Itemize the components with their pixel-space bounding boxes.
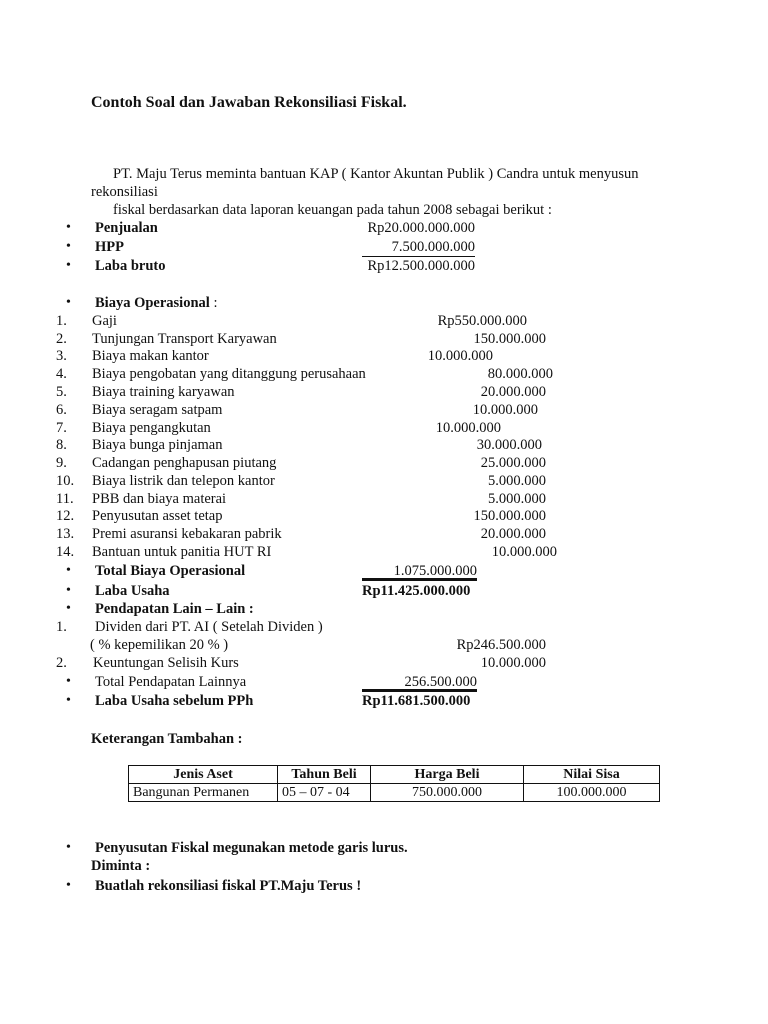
item-label: Biaya bunga pinjaman — [92, 437, 223, 453]
item-value: 5.000.000 — [488, 473, 546, 489]
item-label: Biaya listrik dan telepon kantor — [92, 473, 275, 489]
bullet-icon: • — [66, 840, 71, 855]
table-cell: 750.000.000 — [371, 784, 524, 802]
column-header: Tahun Beli — [278, 766, 371, 784]
bullet-icon: • — [66, 693, 71, 708]
item-number: 14. — [56, 544, 75, 560]
bullet-icon: • — [66, 563, 71, 578]
item-number: 2. — [56, 331, 67, 347]
selisih-kurs-label: Keuntungan Selisih Kurs — [93, 655, 239, 671]
item-value: 10.000.000 — [472, 402, 538, 418]
item-value: Rp550.000.000 — [437, 313, 527, 329]
item-label: Biaya seragam satpam — [92, 402, 223, 418]
item-value: 150.000.000 — [473, 508, 546, 524]
bullet-icon: • — [66, 239, 71, 254]
item-label: Biaya pengangkutan — [92, 420, 211, 436]
hpp-value: 7.500.000.000 — [362, 238, 475, 257]
bullet-icon: • — [66, 583, 71, 598]
intro-line-1: PT. Maju Terus meminta bantuan KAP ( Kantor Akuntan Publik ) Candra untuk menyusun — [113, 166, 639, 182]
bullet-icon: • — [66, 295, 71, 310]
table-row — [129, 784, 660, 802]
pendapatan-lain-heading: Pendapatan Lain – Lain : — [95, 601, 254, 617]
item-number: 9. — [56, 455, 67, 471]
item-value: 150.000.000 — [473, 331, 546, 347]
dividen-label: Dividen dari PT. AI ( Setelah Dividen ) — [95, 619, 323, 635]
item-number: 1. — [56, 313, 67, 329]
bullet-icon: • — [66, 878, 71, 893]
item-label: PBB dan biaya materai — [92, 491, 227, 507]
column-header: Jenis Aset — [129, 766, 278, 784]
selisih-kurs-value: 10.000.000 — [480, 655, 546, 671]
item-value: 30.000.000 — [476, 437, 542, 453]
bullet-icon: • — [66, 258, 71, 273]
item-value: 20.000.000 — [480, 526, 546, 542]
colon: : — [209, 295, 218, 311]
intro-line-3: fiskal berdasarkan data laporan keuangan pada tahun 2008 sebagai berikut : — [113, 202, 552, 218]
item-label: Gaji — [92, 313, 117, 329]
diminta-label: Diminta : — [91, 858, 151, 874]
total-pendapatan-value: 256.500.000 — [362, 673, 477, 692]
total-biaya-value: 1.075.000.000 — [362, 562, 477, 581]
penjualan-label: Penjualan — [95, 220, 158, 236]
bullet-icon: • — [66, 220, 71, 235]
item-value: 10.000.000 — [491, 544, 557, 560]
item-label: Biaya pengobatan yang ditanggung perusahaan — [92, 366, 366, 382]
item-value: 10.000.000 — [435, 420, 501, 436]
biaya-operasional-heading — [95, 294, 217, 312]
item-value: 25.000.000 — [480, 455, 546, 471]
item-number: 2. — [56, 655, 67, 671]
bullet-icon: • — [66, 601, 71, 616]
item-label: Biaya training karyawan — [92, 384, 235, 400]
item-value: 10.000.000 — [427, 348, 493, 364]
item-number: 4. — [56, 366, 67, 382]
item-number: 8. — [56, 437, 67, 453]
table-cell: Bangunan Permanen — [129, 784, 278, 802]
item-number: 7. — [56, 420, 67, 436]
item-label: Cadangan penghapusan piutang — [92, 455, 277, 471]
item-number: 10. — [56, 473, 75, 489]
item-label: Bantuan untuk panitia HUT RI — [92, 544, 272, 560]
keterangan-heading: Keterangan Tambahan : — [91, 731, 243, 747]
item-label: Biaya makan kantor — [92, 348, 209, 364]
asset-table — [128, 765, 660, 802]
biaya-operasional-label: Biaya Operasional — [95, 295, 210, 311]
dividen-value: Rp246.500.000 — [456, 637, 546, 653]
item-number: 3. — [56, 348, 67, 364]
laba-bruto-label: Laba bruto — [95, 258, 166, 274]
column-header: Harga Beli — [371, 766, 524, 784]
item-number: 12. — [56, 508, 75, 524]
laba-sebelum-pph-value: Rp11.681.500.000 — [362, 693, 471, 709]
total-biaya-label: Total Biaya Operasional — [95, 563, 246, 579]
item-value: 5.000.000 — [488, 491, 546, 507]
hpp-label: HPP — [95, 239, 124, 255]
laba-bruto-value: Rp12.500.000.000 — [367, 258, 475, 274]
item-number: 5. — [56, 384, 67, 400]
item-value: 20.000.000 — [480, 384, 546, 400]
dividen-sub: ( % kepemilikan 20 % ) — [90, 637, 229, 653]
item-number: 6. — [56, 402, 67, 418]
penjualan-value: Rp20.000.000.000 — [367, 220, 475, 236]
column-header: Nilai Sisa — [524, 766, 660, 784]
item-number: 1. — [56, 619, 67, 635]
intro-line-2: rekonsiliasi — [91, 184, 158, 200]
item-label: Penyusutan asset tetap — [92, 508, 223, 524]
table-cell: 100.000.000 — [524, 784, 660, 802]
laba-usaha-label: Laba Usaha — [95, 583, 170, 599]
bullet-icon: • — [66, 674, 71, 689]
table-header-row — [129, 766, 660, 784]
laba-sebelum-pph-label: Laba Usaha sebelum PPh — [95, 693, 254, 709]
item-number: 11. — [56, 491, 74, 507]
item-number: 13. — [56, 526, 75, 542]
item-label: Premi asuransi kebakaran pabrik — [92, 526, 282, 542]
table-cell: 05 – 07 - 04 — [278, 784, 371, 802]
item-value: 80.000.000 — [487, 366, 553, 382]
total-pendapatan-label: Total Pendapatan Lainnya — [95, 674, 247, 690]
page-title: Contoh Soal dan Jawaban Rekonsiliasi Fiskal. — [91, 94, 407, 111]
task-text: Buatlah rekonsiliasi fiskal PT.Maju Terus ! — [95, 878, 362, 894]
item-label: Tunjungan Transport Karyawan — [92, 331, 277, 347]
laba-usaha-value: Rp11.425.000.000 — [362, 583, 471, 599]
penyusutan-note: Penyusutan Fiskal megunakan metode garis lurus. — [95, 840, 408, 856]
